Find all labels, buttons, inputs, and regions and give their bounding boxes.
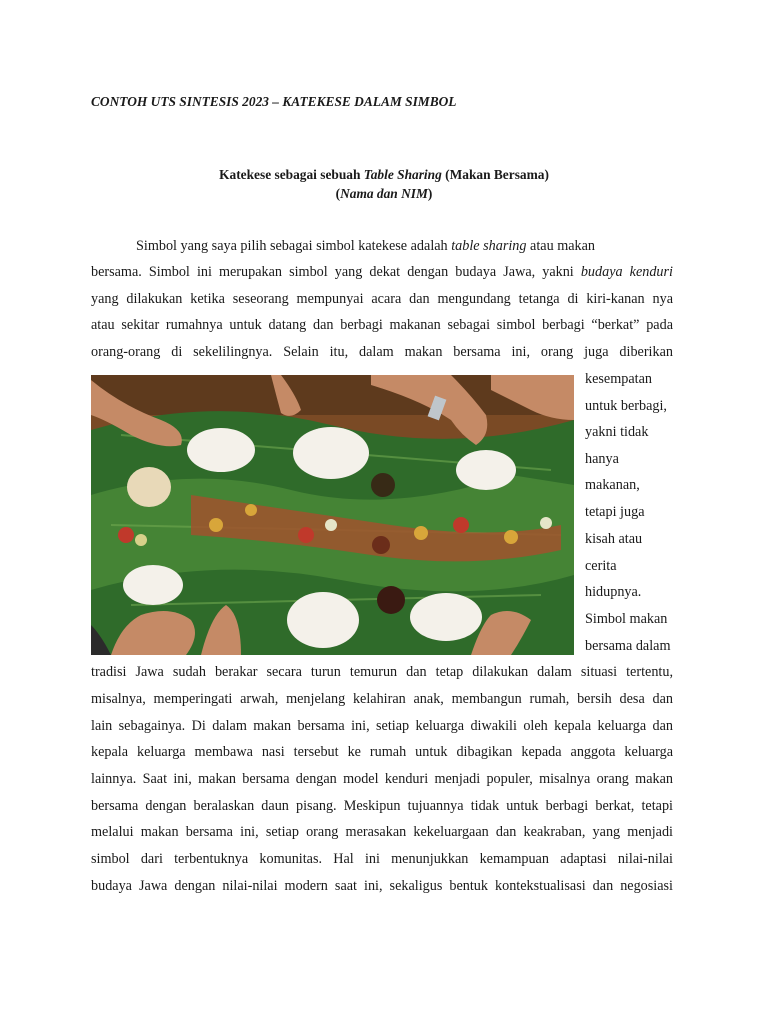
wrap-line: kesempatan: [585, 371, 652, 387]
paragraph-line: lain sebagainya. Di dalam makan bersama ini, setiap keluarga diwakili oleh kepala keluarga dan: [91, 718, 673, 734]
paragraph-line-4: atau sekitar rumahnya untuk datang dan berbagi makanan sebagai simbol berbagi “berkat” pada: [91, 317, 673, 333]
paragraph-line: budaya Jawa dengan nilai-nilai modern saat ini, sekaligus bentuk kontekstualisasi dan negosiasi: [91, 878, 673, 894]
line-1-italic: table sharing: [451, 238, 527, 254]
wrap-line: kisah atau: [585, 531, 643, 547]
paragraph-line: bersama dengan beralaskan daun pisang. Meskipun tujuannya tidak untuk berbagi berkat, tetapi: [91, 798, 673, 814]
subtitle-open: (: [335, 186, 341, 201]
wrap-line: untuk berbagi,: [585, 398, 667, 414]
subtitle-italic: Nama dan NIM: [340, 186, 428, 201]
paragraph-line: lainnya. Saat ini, makan bersama dengan model kenduri menjadi populer, misalnya orang makan: [91, 771, 673, 787]
wrap-line: hidupnya.: [585, 584, 642, 600]
title-text-italic: Table Sharing: [363, 167, 442, 182]
document-title: [0, 165, 768, 203]
title-line: [0, 165, 768, 184]
paragraph-line: simbol dari terbentuknya komunitas. Hal ini menunjukkan kemampuan adaptasi nilai-nilai: [91, 851, 673, 867]
wrap-line: makanan,: [585, 477, 640, 493]
wrap-line: cerita: [585, 558, 617, 574]
line-1-c: atau makan: [526, 238, 596, 254]
subtitle-close: ): [427, 186, 433, 201]
paragraph-line-1: [136, 236, 595, 256]
paragraph-line: misalnya, memperingati arwah, menjelang kelahiran anak, membangun rumah, bersih desa dan: [91, 691, 673, 707]
title-text-1: Katekese sebagai sebuah: [219, 167, 364, 182]
table-sharing-photo: [91, 375, 574, 655]
wrap-line: bersama dalam: [585, 638, 671, 654]
wrap-line: tetapi juga: [585, 504, 645, 520]
title-text-3: (Makan Bersama): [441, 167, 549, 182]
wrap-line: Simbol makan: [585, 611, 668, 627]
paragraph-line: melalui makan bersama ini, setiap orang merasakan kekeluargaan dan keakraban, yang menjadi: [91, 824, 673, 840]
subtitle-line: [0, 184, 768, 203]
photo-illustration: [91, 375, 574, 655]
paragraph-line-5: orang-orang di sekelilingnya. Selain itu, dalam makan bersama ini, orang juga diberikan: [91, 344, 673, 360]
document-heading: CONTOH UTS SINTESIS 2023 – KATEKESE DALAM SIMBOL: [91, 94, 457, 109]
line-1-a: Simbol yang saya pilih sebagai simbol katekese adalah: [136, 238, 452, 254]
line-2-italic: budaya kenduri: [580, 264, 673, 280]
paragraph-line-3: yang dilakukan ketika seseorang mempunyai acara dan mengundang tetanga di kiri-kanan nya: [91, 291, 673, 307]
wrap-line: hanya: [585, 451, 619, 467]
wrap-line: yakni tidak: [585, 424, 649, 440]
paragraph-line: tradisi Jawa sudah berakar secara turun temurun dan tetap dilakukan dalam situasi tertentu,: [91, 664, 673, 680]
line-2-a: bersama. Simbol ini merupakan simbol yang dekat dengan budaya Jawa, yakni: [91, 264, 581, 280]
paragraph-line-2: [91, 262, 673, 282]
paragraph-line: kepala keluarga membawa nasi tersebut ke rumah untuk dibagikan kepada anggota keluarga: [91, 744, 673, 760]
